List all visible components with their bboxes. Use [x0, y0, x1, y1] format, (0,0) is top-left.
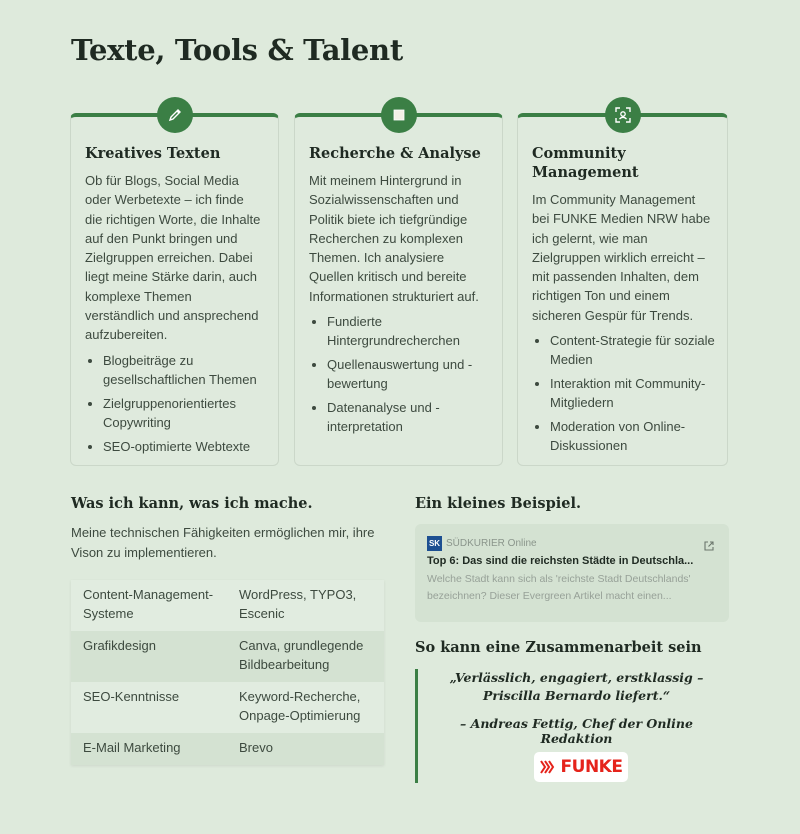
- embed-source: [427, 536, 717, 551]
- skill-value: Keyword-Recherche, Onpage-Optimierung: [239, 689, 361, 723]
- quote-text: „Verlässlich, engagiert, erstklassig – Priscilla Bernardo liefert.“: [449, 670, 704, 703]
- list-item: • Quellenauswertung und -bewertung: [327, 355, 492, 393]
- table-row: [71, 733, 384, 765]
- card-list: [309, 312, 492, 436]
- card-title: Community Management: [532, 145, 639, 181]
- card-text: Ob für Blogs, Social Media oder Werbetexte – ich finde die richtigen Worte, die Inhalte auf den Punkt bringen und Zielgruppen erreichen. Dabei liegt meine Stärke darin, auch komplexe Themen verständlich und ansprechend aufzubereiten.: [85, 173, 261, 343]
- table-row: [71, 631, 384, 682]
- service-card-creative-writing: [70, 113, 279, 466]
- skill-label: SEO-Kenntnisse: [83, 689, 180, 704]
- skill-value: WordPress, TYPO3, Escenic: [239, 587, 357, 621]
- skill-label: Content-Management-Systeme: [83, 587, 214, 621]
- card-title: Recherche & Analyse: [309, 145, 481, 162]
- list-item: • Blogbeiträge zu gesellschaftlichen Themen: [103, 351, 268, 389]
- skills-table: [71, 580, 384, 765]
- table-row: [71, 580, 384, 631]
- source-logo: SK: [427, 536, 442, 551]
- card-list: [85, 351, 268, 456]
- page-title: Texte, Tools & Talent: [71, 33, 403, 67]
- list-item: • Zielgruppenorientiertes Copywriting: [103, 394, 268, 432]
- card-list: [532, 331, 717, 455]
- skill-label: E-Mail Marketing: [83, 740, 181, 755]
- external-link-icon[interactable]: [704, 538, 714, 556]
- skill-label: Grafikdesign: [83, 638, 156, 653]
- collaboration-title: So kann eine Zusammenarbeit sein: [415, 639, 702, 656]
- table-row: [71, 682, 384, 733]
- list-item: • Datenanalyse und -interpretation: [327, 398, 492, 436]
- example-title: Ein kleines Beispiel.: [415, 495, 581, 512]
- funke-logo-text: FUNKE: [560, 757, 623, 777]
- service-card-community: [517, 113, 728, 466]
- skills-intro: Meine technischen Fähigkeiten ermöglichen mir, ihre Vison zu implementieren.: [71, 525, 375, 560]
- pencil-icon: [157, 97, 193, 133]
- card-text: Mit meinem Hintergrund in Sozialwissenschaften und Politik biete ich tiefgründige Recherchen zu komplexen Themen. Ich analysiere Quellen kritisch und bereite Informationen strukturiert auf.: [309, 173, 479, 304]
- community-icon: [605, 97, 641, 133]
- skill-value: Canva, grundlegende Bildbearbeitung: [239, 638, 364, 672]
- article-embed-card[interactable]: [415, 524, 729, 622]
- card-text: Im Community Management bei FUNKE Medien NRW habe ich gelernt, wie man Zielgruppen wirklich erreicht – mit passenden Inhalten, dem richtigen Ton und einem sicheren Gespür für Trends.: [532, 192, 711, 323]
- source-name: SÜDKURIER Online: [446, 538, 537, 549]
- quote-author: – Andreas Fettig, Chef der Online Redaktion: [460, 716, 693, 746]
- list-item: • Moderation von Online-Diskussionen: [550, 417, 717, 455]
- service-card-research: [294, 113, 503, 466]
- list-item: • Content-Strategie für soziale Medien: [550, 331, 717, 369]
- card-title: Kreatives Texten: [85, 145, 221, 162]
- embed-description: Welche Stadt kann sich als 'reichste Stadt Deutschlands' bezeichnen? Dieser Evergreen Artikel macht einen...: [427, 573, 691, 602]
- document-icon: [381, 97, 417, 133]
- embed-headline[interactable]: Top 6: Das sind die reichsten Städte in Deutschla...: [427, 555, 694, 567]
- list-item: • Interaktion mit Community-Mitgliedern: [550, 374, 717, 412]
- funke-logo: [534, 752, 628, 782]
- skill-value: Brevo: [239, 740, 273, 755]
- funke-chevrons-icon: [540, 760, 558, 774]
- skills-title: Was ich kann, was ich mache.: [71, 495, 313, 512]
- list-item: • SEO-optimierte Webtexte: [103, 437, 268, 456]
- list-item: • Fundierte Hintergrundrecherchen: [327, 312, 492, 350]
